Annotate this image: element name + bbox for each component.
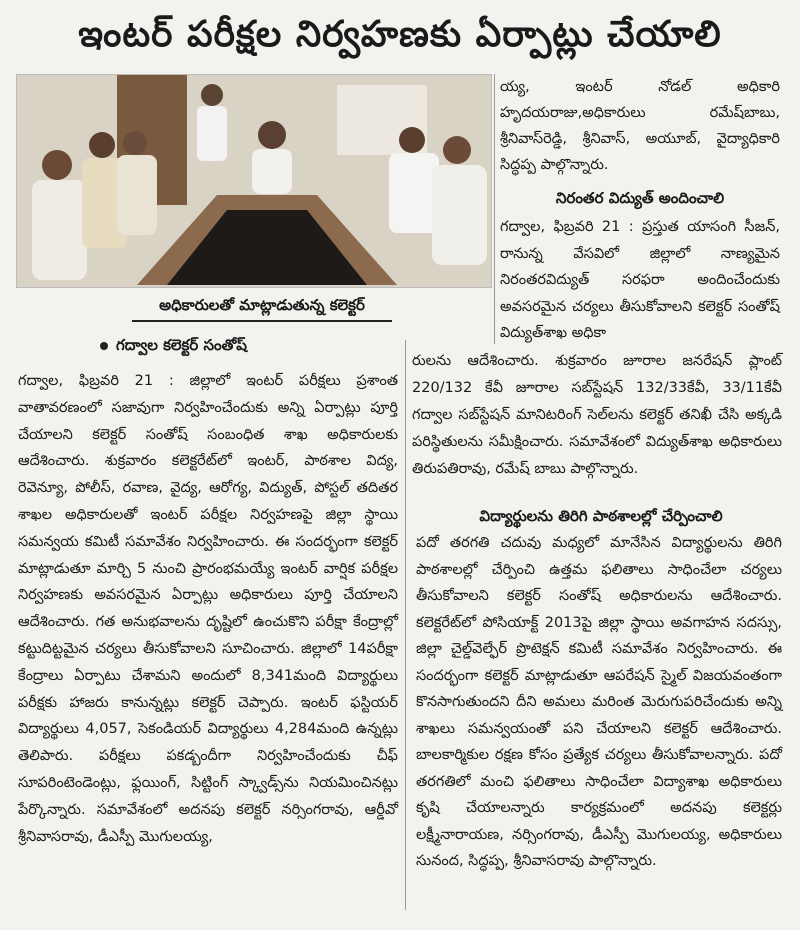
byline: [100, 336, 390, 358]
byline-text: గద్వాల కలెక్టర్ సంతోష్: [116, 336, 247, 354]
subhead-students: విద్యార్థులను తిరిగి పాఠశాలల్లో చేర్పించాలి: [479, 507, 723, 525]
power-paragraph-2: రులను ఆదేశించారు. శుక్రవారం జూరాల జనరేషన్ ప్లాంట్ 220/132 కేవీ జూరాల సబ్‌స్టేషన్ 132/33కేవీ, 33/11కేవీ గద్వాల సబ్‌స్టేషన్ మానిటరింగ్ సెల్‌లను కలెక్టర్ తనిఖీ చేసి అక్కడి పరిస్థితులను సమీక్షించారు. సమావేశంలో విద్యుత్‌శాఖ అధికారులు తిరుపతిరావు, రమేష్ బాబు పాల్గొన్నారు.: [412, 353, 782, 477]
photo-caption: అధికారులతో మాట్లాడుతున్న కలెక్టర్: [132, 296, 392, 322]
column-divider: [405, 340, 406, 910]
students-paragraph: పదో తరగతి చదువు మధ్యలో మానేసిన విద్యార్థులను తిరిగి పాఠశాలల్లో చేర్పించి ఉత్తమ ఫలితాలు సాధించేలా చర్యలు తీసుకోవాలని కలెక్టర్ సంతోష్ అధికారులను ఆదేశించారు. కలెక్టరేట్‌లో పోసియాక్ట్ 2013పై జిల్లా స్థాయి అవగాహన సదస్సు, జిల్లా చైల్డ్‌వెల్ఫేర్ ప్రొటెక్షన్ కమిటీ సమావేశం నిర్వహించారు. ఈ సందర్భంగా కలెక్టర్ మాట్లాడుతూ ఆపరేషన్ స్మైల్ విజయవంతంగా కొనసాగుతుందని దీని అమలు మరింత మెరుగుపరిచేందుకు అన్ని శాఖలు సమన్వయంతో పని చేయాలని కలెక్టర్ ఆదేశించారు. బాలకార్మికుల రక్షణ కోసం ప్రత్యేక చర్యలు తీసుకోవాలన్నారు. పదో తరగతిలో మంచి ఫలితాలు సాధించేలా విద్యాశాఖ అధికారులు కృషి చేయాలన్నారు కార్యక్రమంలో అదనపు కలెక్టర్లు లక్ష్మీనారాయణ, నర్సింగరావు, డీఎస్పీ మొగులయ్య, అధికారులు సునంద, సిద్ధప్ప, శ్రీనివాసరావు పాల్గొన్నారు.: [416, 535, 782, 869]
meeting-photo-illustration: [17, 75, 491, 287]
bullet-icon: [100, 342, 108, 350]
right-top-text: య్య, ఇంటర్ నోడల్ అధికారి హృదయరాజు,అధికారులు రమేష్‌బాబు, శ్రీనివాస్‌రెడ్డి, శ్రీనివాస్, అయూబ్, వైద్యాధికారి సిద్ధప్ప పాల్గొన్నారు.: [500, 79, 780, 173]
meeting-photo: [16, 74, 492, 288]
headline: ఇంటర్ పరీక్షల నిర్వహణకు ఏర్పాట్లు చేయాలి: [78, 14, 722, 55]
left-column-text: గద్వాల, ఫిబ్రవరి 21 : జిల్లాలో ఇంటర్ పరీక్షలు ప్రశాంత వాతావరణంలో సజావుగా నిర్వహించేందుకు అన్ని ఏర్పాట్లు పూర్తి చేయాలని కలెక్టర్ సంతోష్ సంబంధిత శాఖ అధికారులకు ఆదేశించారు. శుక్రవారం కలెక్టరేట్‌లో ఇంటర్, పాఠశాల విద్య, రెవెన్యూ, పోలీస్, రవాణ, వైద్య, ఆరోగ్య, విద్యుత్, పోస్టల్ తదితర శాఖల అధికారులతో ఇంటర్ పరీక్షల నిర్వహణపై జిల్లా స్థాయి సమన్వయ కమిటీ సమావేశం నిర్వహించారు. ఈ సందర్భంగా కలెక్టర్ మాట్లాడుతూ మార్చి 5 నుంచి ప్రారంభమయ్యే ఇంటర్ వార్షిక పరీక్షల నిర్వహణకు అవసరమైన ఏర్పాట్లు అధికారులు పూర్తి చేయాలని ఆదేశించారు. గత అనుభవాలను దృష్టిలో ఉంచుకొని పరీక్షా కేంద్రాల్లో కట్టుదిట్టమైన చర్యలు తీసుకోవాలని సూచించారు. జిల్లాలో 14పరీక్షా కేంద్రాలు ఏర్పాటు చేశామని అందులో 8,341మంది విద్యార్థులు పరీక్షకు హాజరు కానున్నట్లు కలెక్టర్ చెప్పారు. ఇంటర్ ఫస్టియర్ విద్యార్థులు 4,057, సెకండియర్ విద్యార్థులు 4,284మంది ఉన్నట్లు తెలిపారు. పరీక్షలు పకడ్బందీగా నిర్వహించేందుకు చీఫ్ సూపరింటెండెంట్లు, ఫ్లయింగ్, సిట్టింగ్ స్క్వాడ్స్‌ను నియమించినట్లు పేర్కొన్నారు. సమావేశంలో అదనపు కలెక్టర్ నర్సింగరావు, ఆర్డీవో శ్రీనివాసరావు, డీఎస్పీ మొగులయ్య,: [18, 373, 398, 845]
power-paragraph-1: గద్వాల, ఫిబ్రవరి 21 : ప్రస్తుత యాసంగి సీజన్, రానున్న వేసవిలో జిల్లాలో నాణ్యమైన నిరంతరవిద్యుత్ సరఫరా అందించేందుకు అవసరమైన చర్యలు తీసుకోవాలని కలెక్టర్ సంతోష్ విద్యుత్‌శాఖ అధికా: [500, 219, 780, 341]
subhead-power: నిరంతర విద్యుత్ అందించాలి: [555, 189, 725, 207]
column-divider-top: [494, 74, 495, 344]
